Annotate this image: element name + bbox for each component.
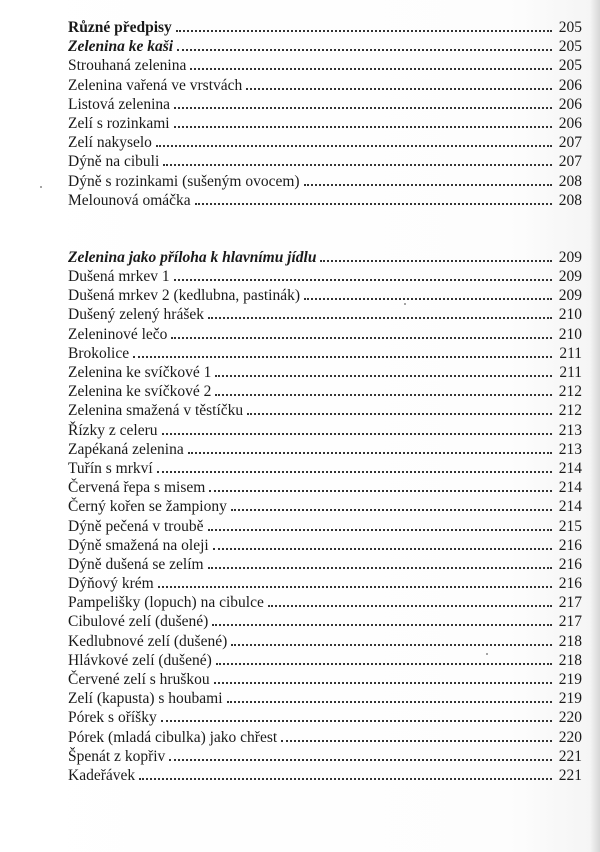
toc-entry xyxy=(68,286,582,305)
toc-entry xyxy=(68,766,582,785)
toc-entry xyxy=(68,459,582,478)
toc-entry-title: Zelí (kapusta) s houbami xyxy=(68,690,223,708)
toc-entry-page-number: 206 xyxy=(558,76,582,94)
toc-entry xyxy=(68,555,582,574)
toc-entry xyxy=(68,191,582,210)
toc-entry-title: Dýňový krém xyxy=(68,575,154,593)
toc-entry-title: Zapékaná zelenina xyxy=(68,440,184,458)
dot-leader xyxy=(139,778,552,780)
toc-entry xyxy=(68,517,582,536)
toc-entry-page-number: 210 xyxy=(558,306,582,324)
toc-entry xyxy=(68,325,582,344)
toc-entry-title: Dýně pečená v troubě xyxy=(68,517,204,535)
toc-entry xyxy=(68,344,582,363)
toc-entry-title: Červené zelí s hruškou xyxy=(68,671,210,688)
toc-entry xyxy=(68,133,582,152)
dot-leader xyxy=(177,49,552,51)
paper-speck xyxy=(40,186,42,188)
toc-entry-page-number: 214 xyxy=(558,479,582,497)
toc-entry-page-number: 218 xyxy=(558,632,582,650)
toc-entry-page-number: 209 xyxy=(558,248,582,266)
dot-leader xyxy=(208,567,552,569)
toc-entry-title: Dušená mrkev 1 xyxy=(68,268,170,286)
toc-entry-page-number: 208 xyxy=(558,172,582,190)
toc-entry-title: Červená řepa s misem xyxy=(68,479,206,497)
dot-leader xyxy=(208,317,552,319)
toc-entry-page-number: 209 xyxy=(558,287,582,305)
toc-entry-page-number: 218 xyxy=(558,651,582,669)
table-of-contents xyxy=(68,18,582,785)
toc-entry xyxy=(68,747,582,766)
toc-entry-title: Listová zelenina xyxy=(68,95,170,113)
toc-entry xyxy=(68,670,582,689)
toc-entry xyxy=(68,440,582,459)
toc-entry-title: Dušená mrkev 2 (kedlubna, pastinák) xyxy=(68,287,301,305)
toc-entry xyxy=(68,114,582,133)
toc-entry-title: Zelenina jako příloha k hlavnímu jídlu xyxy=(68,248,317,266)
toc-entry-page-number: 220 xyxy=(558,728,582,746)
dot-leader xyxy=(156,145,552,147)
toc-entry xyxy=(68,363,582,382)
dot-leader xyxy=(174,126,552,128)
dot-leader xyxy=(247,413,552,415)
toc-entry-title: Zelenina ke kaši xyxy=(68,38,174,56)
toc-entry-title: Pórek s oříšky xyxy=(68,709,157,727)
toc-entry-page-number: 211 xyxy=(559,344,582,362)
dot-leader xyxy=(171,337,552,339)
toc-entry-page-number: 216 xyxy=(558,575,582,593)
toc-entry-title: Různé předpisy xyxy=(68,19,172,36)
toc-entry xyxy=(68,536,582,555)
toc-entry-title: Brokolice xyxy=(68,344,130,362)
toc-entry xyxy=(68,267,582,286)
toc-entry-page-number: 213 xyxy=(558,421,582,439)
toc-entry xyxy=(68,478,582,497)
dot-leader xyxy=(208,529,552,531)
dot-leader xyxy=(176,30,552,32)
dot-leader xyxy=(158,586,552,588)
toc-entry-page-number: 219 xyxy=(558,671,582,688)
dot-leader xyxy=(169,759,552,761)
toc-entry xyxy=(68,152,582,171)
toc-entry-title: Zelí s rozinkami xyxy=(68,114,170,132)
dot-leader xyxy=(174,279,552,281)
toc-entry-page-number: 208 xyxy=(558,191,582,209)
toc-entry xyxy=(68,497,582,516)
toc-section-heading xyxy=(68,18,582,37)
dot-leader xyxy=(304,184,552,186)
toc-entry xyxy=(68,172,582,191)
toc-entry-page-number: 206 xyxy=(558,95,582,113)
toc-group-side-dishes xyxy=(68,248,582,785)
toc-entry xyxy=(68,574,582,593)
page-edge-shadow xyxy=(590,0,600,852)
dot-leader xyxy=(320,260,552,262)
dot-leader xyxy=(215,375,552,377)
toc-entry xyxy=(68,401,582,420)
toc-entry-page-number: 206 xyxy=(558,114,582,132)
toc-entry-page-number: 212 xyxy=(558,402,582,420)
toc-entry-title: Zelí nakyselo xyxy=(68,134,152,152)
toc-entry-title: Strouhaná zelenina xyxy=(68,57,187,75)
toc-entry-title: Kadeřávek xyxy=(68,766,136,784)
toc-entry-page-number: 210 xyxy=(558,325,582,343)
dot-leader xyxy=(162,433,552,435)
dot-leader xyxy=(227,701,552,703)
toc-entry-page-number: 217 xyxy=(558,613,582,631)
toc-entry-page-number: 212 xyxy=(558,383,582,401)
toc-entry-page-number: 214 xyxy=(558,459,582,477)
dot-leader xyxy=(304,298,552,300)
toc-entry xyxy=(68,632,582,651)
toc-entry-page-number: 205 xyxy=(558,57,582,75)
toc-entry-page-number: 211 xyxy=(559,364,582,381)
toc-entry-page-number: 214 xyxy=(558,498,582,516)
toc-entry-page-number: 213 xyxy=(558,440,582,458)
toc-entry-title: Cibulové zelí (dušené) xyxy=(68,613,209,631)
dot-leader xyxy=(209,490,552,492)
toc-entry-title: Dýně smažená na oleji xyxy=(68,536,209,554)
toc-entry-page-number: 209 xyxy=(558,268,582,286)
toc-entry-page-number: 219 xyxy=(558,690,582,708)
toc-entry-title: Hlávkové zelí (dušené) xyxy=(68,651,212,669)
dot-leader xyxy=(195,203,552,205)
dot-leader xyxy=(231,509,552,511)
dot-leader xyxy=(216,663,552,665)
dot-leader xyxy=(213,548,552,550)
toc-entry-page-number: 220 xyxy=(558,709,582,727)
toc-entry-page-number: 221 xyxy=(558,747,582,765)
toc-entry-page-number: 205 xyxy=(558,19,582,36)
toc-entry xyxy=(68,612,582,631)
dot-leader xyxy=(231,644,552,646)
toc-entry-page-number: 221 xyxy=(558,766,582,784)
dot-leader xyxy=(188,452,552,454)
toc-entry-title: Dýně dušená se zelím xyxy=(68,555,204,573)
toc-entry-title: Kedlubnové zelí (dušené) xyxy=(68,632,228,650)
toc-entry-page-number: 205 xyxy=(558,38,582,56)
toc-section-heading xyxy=(68,37,582,56)
toc-entry-title: Tuřín s mrkví xyxy=(68,459,153,477)
toc-entry xyxy=(68,305,582,324)
toc-entry xyxy=(68,421,582,440)
toc-entry xyxy=(68,708,582,727)
toc-entry-page-number: 207 xyxy=(558,153,582,171)
toc-entry-page-number: 216 xyxy=(558,536,582,554)
toc-entry-title: Dušený zelený hrášek xyxy=(68,306,205,324)
section-gap xyxy=(68,210,582,248)
dot-leader xyxy=(281,740,552,742)
dot-leader xyxy=(157,471,552,473)
toc-section-heading xyxy=(68,248,582,267)
dot-leader xyxy=(214,682,552,684)
toc-entry xyxy=(68,56,582,75)
toc-group-general xyxy=(68,18,582,210)
toc-entry-page-number: 216 xyxy=(558,555,582,573)
toc-entry-page-number: 217 xyxy=(558,594,582,612)
toc-entry-page-number: 207 xyxy=(558,134,582,152)
toc-entry xyxy=(68,76,582,95)
dot-leader xyxy=(133,356,552,358)
toc-entry xyxy=(68,689,582,708)
dot-leader xyxy=(174,107,552,109)
toc-entry xyxy=(68,593,582,612)
toc-entry xyxy=(68,728,582,747)
toc-entry-title: Dýně s rozinkami (sušeným ovocem) xyxy=(68,172,300,190)
toc-entry-title: Zelenina ke svíčkové 2 xyxy=(68,383,212,401)
toc-entry-title: Zeleninové lečo xyxy=(68,325,168,343)
toc-entry-title: Černý kořen se žampiony xyxy=(68,498,227,516)
toc-entry-page-number: 215 xyxy=(558,517,582,535)
toc-entry xyxy=(68,651,582,670)
toc-entry-title: Zelenina vařená ve vrstvách xyxy=(68,76,243,94)
toc-entry-title: Zelenina smažená v těstíčku xyxy=(68,402,244,420)
toc-entry-title: Špenát z kopřiv xyxy=(68,747,166,765)
toc-entry-title: Zelenina ke svíčkové 1 xyxy=(68,364,212,381)
toc-entry xyxy=(68,382,582,401)
toc-entry-title: Melounová omáčka xyxy=(68,191,191,209)
dot-leader xyxy=(161,720,552,722)
toc-entry-title: Dýně na cibuli xyxy=(68,153,160,171)
dot-leader xyxy=(190,68,552,70)
toc-entry xyxy=(68,95,582,114)
dot-leader xyxy=(246,88,552,90)
dot-leader xyxy=(212,624,552,626)
dot-leader xyxy=(215,394,552,396)
dot-leader xyxy=(163,164,552,166)
toc-entry-title: Pampelišky (lopuch) na cibulce xyxy=(68,594,264,612)
toc-entry-title: Pórek (mladá cibulka) jako chřest xyxy=(68,728,278,746)
toc-entry-title: Řízky z celeru xyxy=(68,421,158,439)
dot-leader xyxy=(268,605,552,607)
